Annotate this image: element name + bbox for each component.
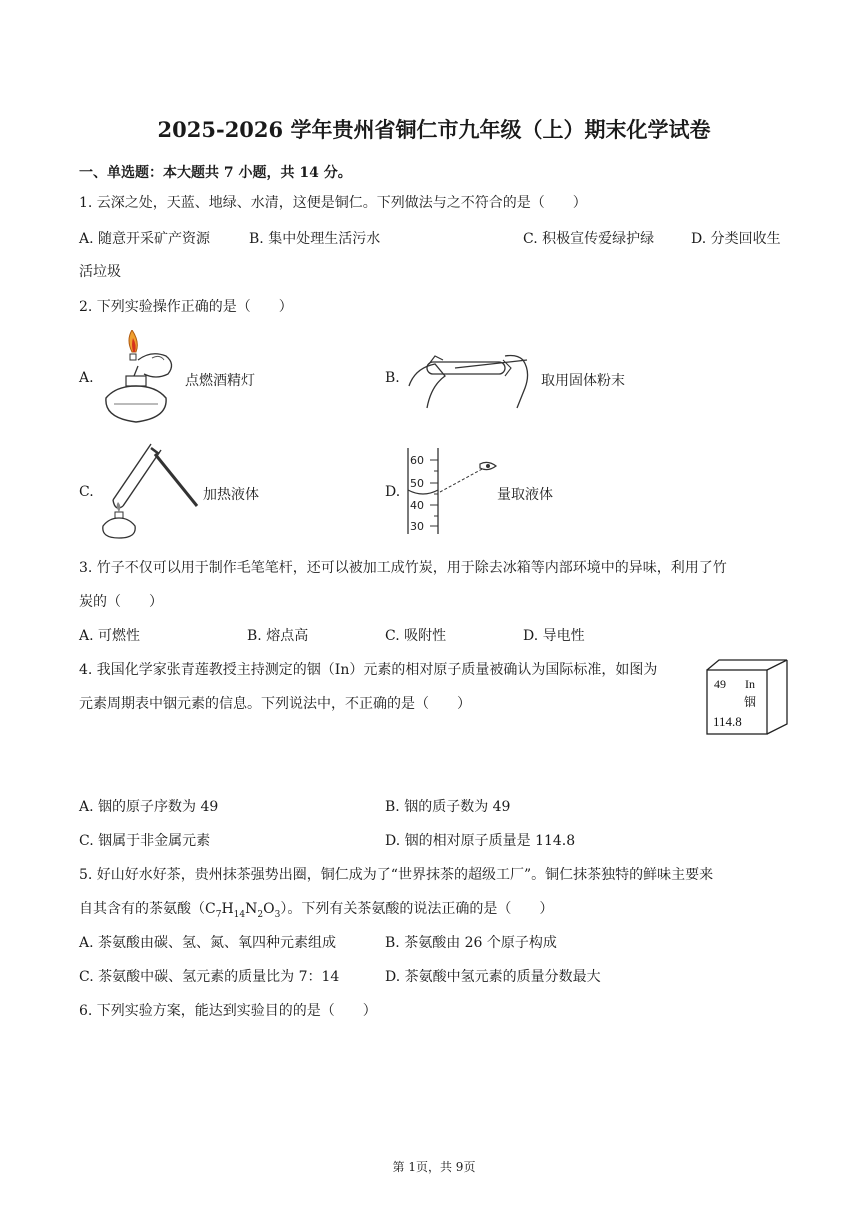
question-3-option-a: A. 可燃性 [79, 628, 141, 644]
question-2-option-a-caption: 点燃酒精灯 [185, 373, 255, 389]
question-4-option-a: A. 铟的原子序数为 49 [79, 799, 219, 815]
question-5-option-b: B. 茶氨酸由 26 个原子构成 [385, 935, 557, 951]
question-1-option-c: C. 积极宣传爱绿护绿 [523, 231, 655, 247]
question-6-stem: 6. 下列实验方案，能达到实验目的的是（ ） [79, 1003, 377, 1019]
question-2-option-d-caption: 量取液体 [497, 487, 553, 503]
question-3-option-d: D. 导电性 [523, 628, 585, 644]
question-1-option-d-continued: 活垃圾 [79, 264, 121, 280]
cylinder-tick-30: 30 [410, 520, 424, 533]
lighting-alcohol-lamp-figure [96, 330, 188, 426]
page-footer: 第 1页，共 9页 [392, 1160, 476, 1174]
question-3-stem-line-1: 3. 竹子不仅可以用于制作毛笔笔杆，还可以被加工成竹炭，用于除去冰箱等内部环境中的异味，利用了竹 [79, 560, 727, 576]
question-2-option-c-caption: 加热液体 [203, 487, 259, 503]
question-5-option-a: A. 茶氨酸由碳、氢、氮、氧四种元素组成 [79, 935, 337, 951]
cylinder-tick-60: 60 [410, 454, 424, 467]
question-5-stem-line-2: 自其含有的茶氨酸$(C_7H_{14}N_2O_3)$。下列有关茶氨酸的说法正确的是（ ） [79, 901, 554, 920]
question-4-option-c: C. 铟属于非金属元素 [79, 833, 211, 849]
page-title: 2025-2026 学年贵州省铜仁市九年级（上）期末化学试卷 [157, 117, 711, 142]
question-4-option-b: B. 铟的质子数为 49 [385, 799, 511, 815]
question-3-option-b: B. 熔点高 [247, 628, 309, 644]
question-1-option-a: A. 随意开采矿产资源 [79, 231, 211, 247]
indium-element-card [705, 658, 791, 738]
question-2-option-b-letter: B. [385, 370, 400, 386]
question-2-option-a-letter: A. [79, 370, 94, 386]
question-4-stem-line-2: 元素周期表中铟元素的信息。下列说法中，不正确的是（ ） [79, 696, 471, 712]
section-heading: 一、单选题：本大题共 7 小题，共 14 分。 [79, 165, 352, 181]
question-3-option-c: C. 吸附性 [385, 628, 447, 644]
measuring-liquid-cylinder-figure [404, 448, 504, 536]
question-1-option-d: D. 分类回收生 [691, 231, 781, 247]
question-2-option-d-letter: D. [385, 484, 401, 500]
element-name: 铟 [744, 695, 757, 709]
question-4-stem-line-1: 4. 我国化学家张青莲教授主持测定的铟（In）元素的相对原子质量被确认为国际标准，如图为 [79, 662, 658, 678]
question-5-stem-line-1: 5. 好山好水好茶，贵州抹茶强势出圈，铜仁成为了“世界抹茶的超级工厂”。铜仁抹茶独特的鲜味主要来 [79, 867, 714, 883]
element-symbol: In [745, 677, 755, 691]
question-1-stem: 1. 云深之处，天蓝、地绿、水清，这便是铜仁。下列做法与之不符合的是（ ） [79, 195, 587, 211]
question-4-option-d: D. 铟的相对原子质量是 114.8 [385, 833, 576, 849]
question-2-stem: 2. 下列实验操作正确的是（ ） [79, 299, 293, 315]
heating-liquid-figure [93, 440, 203, 540]
question-5-option-d: D. 茶氨酸中氢元素的质量分数最大 [385, 969, 601, 985]
question-2-option-b-caption: 取用固体粉末 [541, 373, 625, 389]
element-atomic-number: 49 [714, 677, 726, 691]
question-3-stem-line-2: 炭的（ ） [79, 594, 163, 610]
cylinder-tick-40: 40 [410, 499, 424, 512]
question-2-option-c-letter: C. [79, 484, 94, 500]
cylinder-tick-50: 50 [410, 477, 424, 490]
element-atomic-mass: 114.8 [713, 714, 742, 729]
question-5-option-c: C. 茶氨酸中碳、氢元素的质量比为 7：14 [79, 969, 340, 985]
question-1-option-b: B. 集中处理生活污水 [249, 231, 381, 247]
taking-solid-powder-figure [405, 346, 535, 412]
